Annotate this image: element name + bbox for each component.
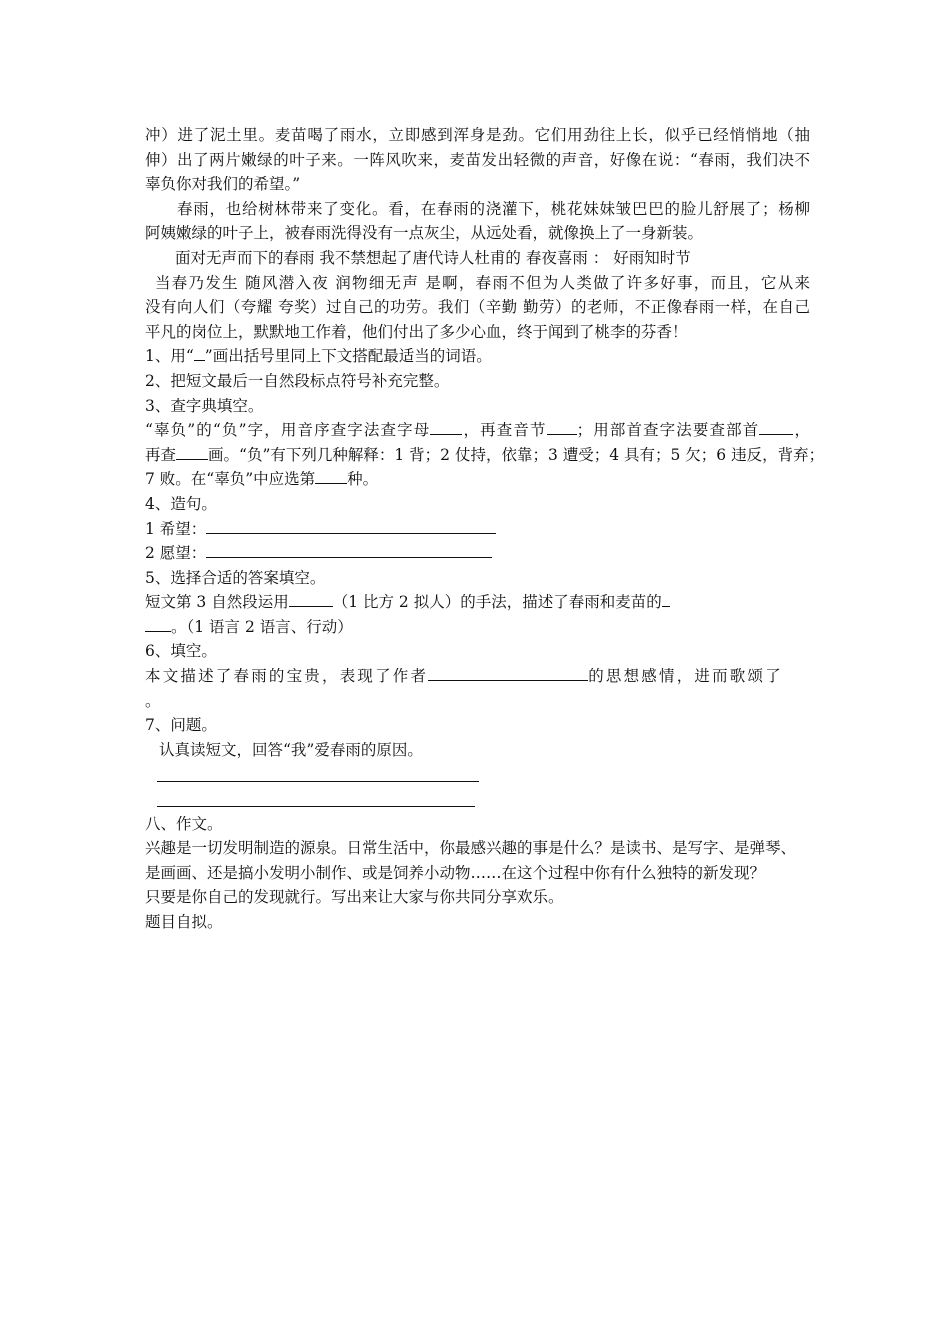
question-3: 3、查字典填空。 (145, 396, 264, 415)
question-6-line (145, 664, 810, 689)
question-5: 5、选择合适的答案填空。 (145, 568, 326, 587)
question-3-line (145, 467, 810, 492)
question-4: 4、造句。 (145, 494, 217, 513)
sentence-item (145, 517, 810, 542)
question-text: 短文第 3 自然段运用 (145, 593, 289, 612)
question-text: ”画出括号里同上下文搭配最适当的词语。 (204, 347, 492, 366)
question-2: 2、把短文最后一自然段标点符号补充完整。 (145, 371, 450, 390)
question-7-prompt: 认真读短文，回答“我”爱春雨的原因。 (159, 740, 423, 759)
question-text: 1 希望： (145, 519, 207, 538)
question-5-line (145, 615, 810, 640)
passage-line: 春雨，也给树林带来了变化。看，在春雨的浇灌下，桃花妹妹皱巴巴的脸儿舒展了；杨柳 (177, 199, 810, 218)
answer-blank[interactable] (206, 517, 496, 534)
answer-blank[interactable] (759, 418, 793, 435)
question-3-line (145, 443, 825, 468)
passage-line: 没有向人们（夸耀 夸奖）过自己的功劳。我们（辛勤 勤劳）的老师，不正像春雨一样，在自己 (145, 298, 810, 317)
question-text: 7 败。在“辜负”中应选第 (145, 470, 316, 489)
question-text: 本文描述了春雨的宝贵，表现了作者 (145, 667, 429, 686)
question-text: 画。“负”有下列几种解释：1 背；2 仗持，依靠；3 遭受；4 具有；5 欠；6 违反，背弃； (208, 445, 825, 464)
answer-blank[interactable] (547, 418, 577, 435)
answer-blank[interactable] (289, 590, 333, 607)
underline-sample (194, 344, 205, 361)
question-text: 再查 (145, 445, 177, 464)
passage-line: 当春乃发生 随风潜入夜 润物细无声 是啊，春雨不但为人类做了许多好事，而且，它从来 (155, 273, 810, 292)
passage-line: 面对无声而下的春雨 我不禁想起了唐代诗人杜甫的 春夜喜雨 ： 好雨知时节 (175, 248, 691, 267)
answer-blank[interactable] (662, 590, 670, 607)
composition-line: 题目自拟。 (145, 913, 223, 931)
answer-line[interactable] (145, 787, 810, 812)
composition-line: 兴趣是一切发明制造的源泉。日常生活中，你最感兴趣的事是什么？是读书、是写字、是弹琴、 (145, 839, 797, 858)
question-text: 2 愿望： (145, 544, 207, 563)
passage-line: 阿姨嫩绿的叶子上，被春雨洗得没有一点灰尘，从远处看，就像换上了一身新装。 (145, 224, 704, 243)
passage-line: 辜负你对我们的希望。” (145, 175, 301, 194)
question-text: ，再查音节 (462, 421, 547, 440)
question-6-line: 。 (145, 691, 161, 710)
answer-blank[interactable] (430, 418, 462, 435)
passage-line: 伸）出了两片嫩绿的叶子来。一阵风吹来，麦苗发出轻微的声音，好像在说：“春雨，我们决不 (145, 150, 810, 169)
question-text: ；用部首查字法要查部首 (576, 421, 760, 440)
question-5-line (145, 590, 810, 615)
answer-blank[interactable] (206, 541, 492, 558)
answer-blank[interactable] (315, 467, 347, 484)
composition-line: 只要是你自己的发现就行。写出来让大家与你共同分享欢乐。 (145, 888, 564, 907)
passage-line: 平凡的岗位上，默默地工作着，他们付出了多少心血，终于闻到了桃李的芬香！ (145, 322, 688, 341)
question-text: “辜负”的“负”字，用音序查字法查字母 (145, 421, 431, 440)
question-text: 种。 (347, 470, 379, 489)
question-6: 6、填空。 (145, 642, 217, 661)
question-text: 1、用“ (145, 347, 194, 366)
answer-line[interactable] (145, 762, 810, 787)
question-1 (145, 344, 810, 369)
composition-line: 是画画、还是搞小发明小制作、或是饲养小动物……在这个过程中你有什么独特的新发现？ (145, 863, 766, 882)
question-text: ， (793, 421, 810, 440)
question-text: 。（1 语言 2 语言、行动） (171, 617, 353, 636)
sentence-item (145, 541, 810, 566)
composition-heading: 八、作文。 (145, 814, 223, 833)
passage-line: 冲）进了泥土里。麦苗喝了雨水，立即感到浑身是劲。它们用劲往上长，似乎已经悄悄地（抽 (145, 126, 810, 144)
answer-blank[interactable] (176, 443, 208, 460)
answer-blank[interactable] (145, 615, 171, 632)
question-text: 的思想感情，进而歌颂了 (588, 667, 783, 686)
question-text: （1 比方 2 拟人）的手法，描述了春雨和麦苗的 (332, 593, 662, 612)
question-3-line (145, 418, 810, 443)
question-7: 7、问题。 (145, 716, 217, 735)
document-body (145, 123, 825, 935)
answer-blank[interactable] (428, 664, 588, 681)
